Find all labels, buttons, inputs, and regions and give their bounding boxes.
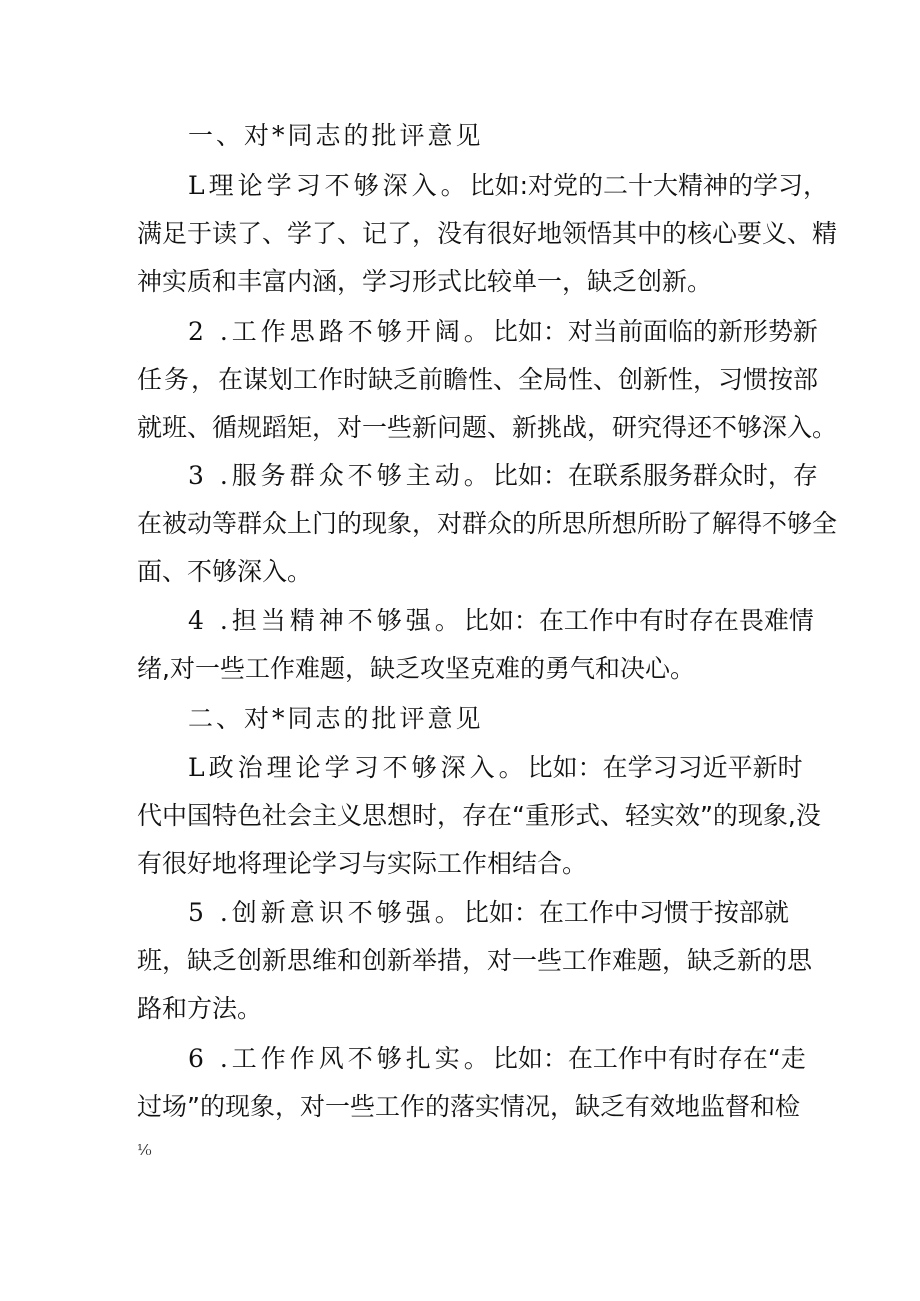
item5-line2: 班，缺乏创新思维和创新举措，对一些工作难题，缺乏新的思 — [137, 946, 813, 975]
item2-first-line — [188, 316, 818, 348]
item2-line2 — [137, 364, 818, 396]
item1-line1: 比如:对党的二十大精神的学习， — [469, 171, 829, 200]
item3-lead: 3 .服务群众不够主动。 — [188, 461, 493, 490]
item1-line3: 神实质和丰富内涵，学习形式比较单一，缺乏创新。 — [137, 267, 713, 296]
item2-line3: 就班、循规蹈矩，对一些新问题、新挑战，研究得还不够深入。 — [137, 413, 838, 442]
item3-line2: 在被动等群众上门的现象，对群众的所思所想所盼了解得不够全 — [137, 509, 838, 538]
s2-item1-lead: L政治理论学习不够深入。 — [188, 753, 528, 782]
item2-lead: 2 .工作思路不够开阔。 — [188, 317, 493, 346]
item5-line3: 路和方法。 — [137, 994, 263, 1023]
s2-item1-line2: 代中国特色社会主义思想时，存在“重形式、轻实效”的现象,没 — [137, 801, 821, 830]
section2-heading: 二、对*同志的批评意见 — [188, 704, 484, 733]
item2-line2a: 任务， — [137, 365, 219, 394]
item4-line1: 比如：在工作中有时存在畏难情 — [463, 606, 814, 635]
item5-line1: 比如：在工作中习惯于按部就 — [463, 898, 789, 927]
s2-item1-line1: 比如：在学习习近平新时 — [527, 753, 803, 782]
item5-first-line — [188, 897, 789, 929]
item3-line1: 比如：在联系服务群众时，存 — [492, 461, 818, 490]
item4-lead: 4 .担当精神不够强。 — [188, 606, 464, 635]
item6-line2: 过场”的现象，对一些工作的落实情况，缺乏有效地监督和检 — [137, 1092, 800, 1121]
item1-line2: 满足于读了、学了、记了，没有很好地领悟其中的核心要义、精 — [137, 219, 838, 248]
item6-lead: 6 .工作作风不够扎实。 — [188, 1044, 493, 1073]
item5-lead: 5 .创新意识不够强。 — [188, 898, 464, 927]
item4-line2: 绪,对一些工作难题，缺乏攻坚克难的勇气和决心。 — [137, 654, 695, 683]
item1-lead: L理论学习不够深入。 — [188, 171, 470, 200]
page-footer-mark: ⅟₀ — [137, 1141, 152, 1159]
item3-line3: 面、不够深入。 — [137, 557, 313, 586]
item1-first-line — [188, 170, 828, 202]
item2-line2b: 在谋划工作时缺乏前瞻性、全局性、创新性，习惯按部 — [218, 365, 819, 394]
item2-line1: 比如：对当前面临的新形势新 — [492, 317, 818, 346]
item4-first-line — [188, 605, 814, 637]
item3-first-line — [188, 460, 818, 492]
item6-first-line — [188, 1043, 806, 1075]
s2-item1-line3: 有很好地将理论学习与实际工作相结合。 — [137, 849, 588, 878]
section1-heading: 一、对*同志的批评意见 — [188, 121, 484, 150]
item6-line1: 比如：在工作中有时存在“走 — [492, 1044, 806, 1073]
s2-item1-first-line — [188, 752, 803, 784]
